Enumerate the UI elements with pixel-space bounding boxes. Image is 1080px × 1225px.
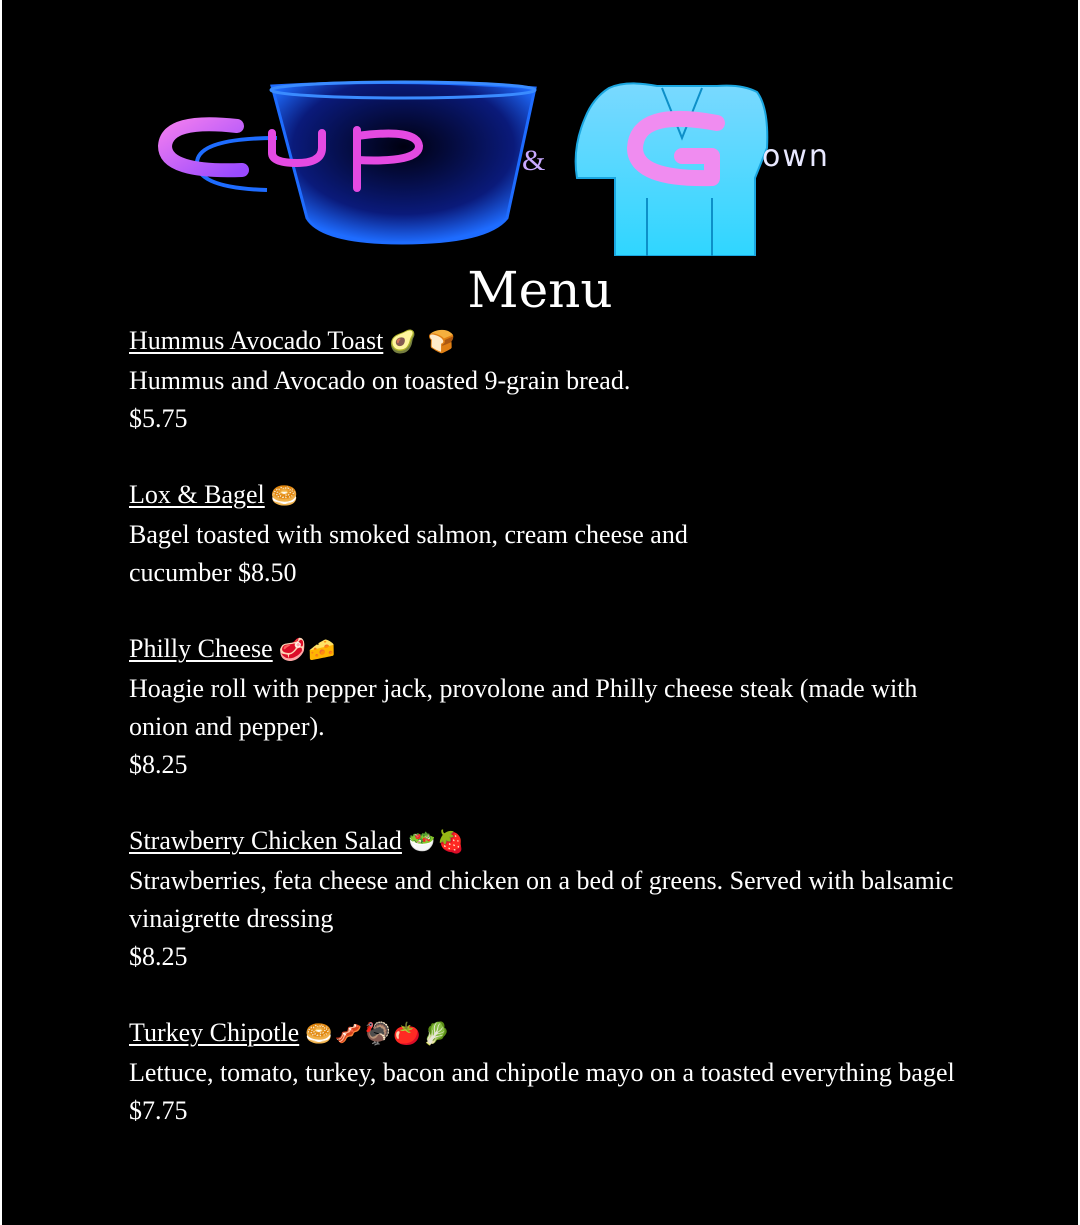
- logo-graphic: [157, 78, 932, 256]
- menu-item-price: $8.25: [129, 750, 188, 779]
- menu-item-name-link[interactable]: Philly Cheese: [129, 634, 273, 663]
- menu-item-description: Lettuce, tomato, turkey, bacon and chipotle mayo on a toasted everything bagel: [129, 1058, 955, 1087]
- menu-title: Menu: [467, 261, 613, 319]
- menu-item-description-cont: cucumber: [129, 558, 232, 587]
- menu-item-description: Bagel toasted with smoked salmon, cream cheese and: [129, 520, 688, 549]
- bagel-icon: 🥯: [270, 484, 301, 509]
- menu-item-description: Hoagie roll with pepper jack, provolone and Philly cheese steak (made with onion and pepper).: [129, 674, 918, 741]
- menu-item: [129, 1014, 969, 1130]
- menu-item-name-link[interactable]: Strawberry Chicken Salad: [129, 826, 402, 855]
- menu-item-price: $8.50: [238, 558, 297, 587]
- svg-text:own: own: [762, 139, 830, 174]
- avocado-bread-icon: 🥑 🍞: [389, 330, 458, 355]
- cup-and-gown-logo: [157, 78, 932, 256]
- menu-item-name-link[interactable]: Hummus Avocado Toast: [129, 326, 384, 355]
- menu-item-price: $8.25: [129, 942, 188, 971]
- menu-item: [129, 476, 969, 592]
- menu-item-name-link[interactable]: Turkey Chipotle: [129, 1018, 300, 1047]
- menu-item: [129, 630, 969, 784]
- menu-item-price: $7.75: [129, 1096, 188, 1125]
- menu-item-name-link[interactable]: Lox & Bagel: [129, 480, 265, 509]
- menu-item-price: $5.75: [129, 404, 188, 433]
- svg-text:&: &: [522, 144, 546, 177]
- menu-page: [2, 0, 1078, 1225]
- menu-item-description: Hummus and Avocado on toasted 9-grain bread.: [129, 366, 631, 395]
- menu-item: [129, 822, 969, 976]
- steak-cheese-icon: 🥩🧀: [278, 638, 338, 663]
- menu-list: [129, 322, 969, 1130]
- menu-item-description: Strawberries, feta cheese and chicken on a bed of greens. Served with balsamic vinaigrette dressing: [129, 866, 954, 933]
- menu-item: [129, 322, 969, 438]
- salad-strawberry-icon: 🥗🍓: [407, 830, 467, 855]
- sandwich-ingredients-icon: 🥯🥓🦃🍅🥬: [305, 1022, 453, 1047]
